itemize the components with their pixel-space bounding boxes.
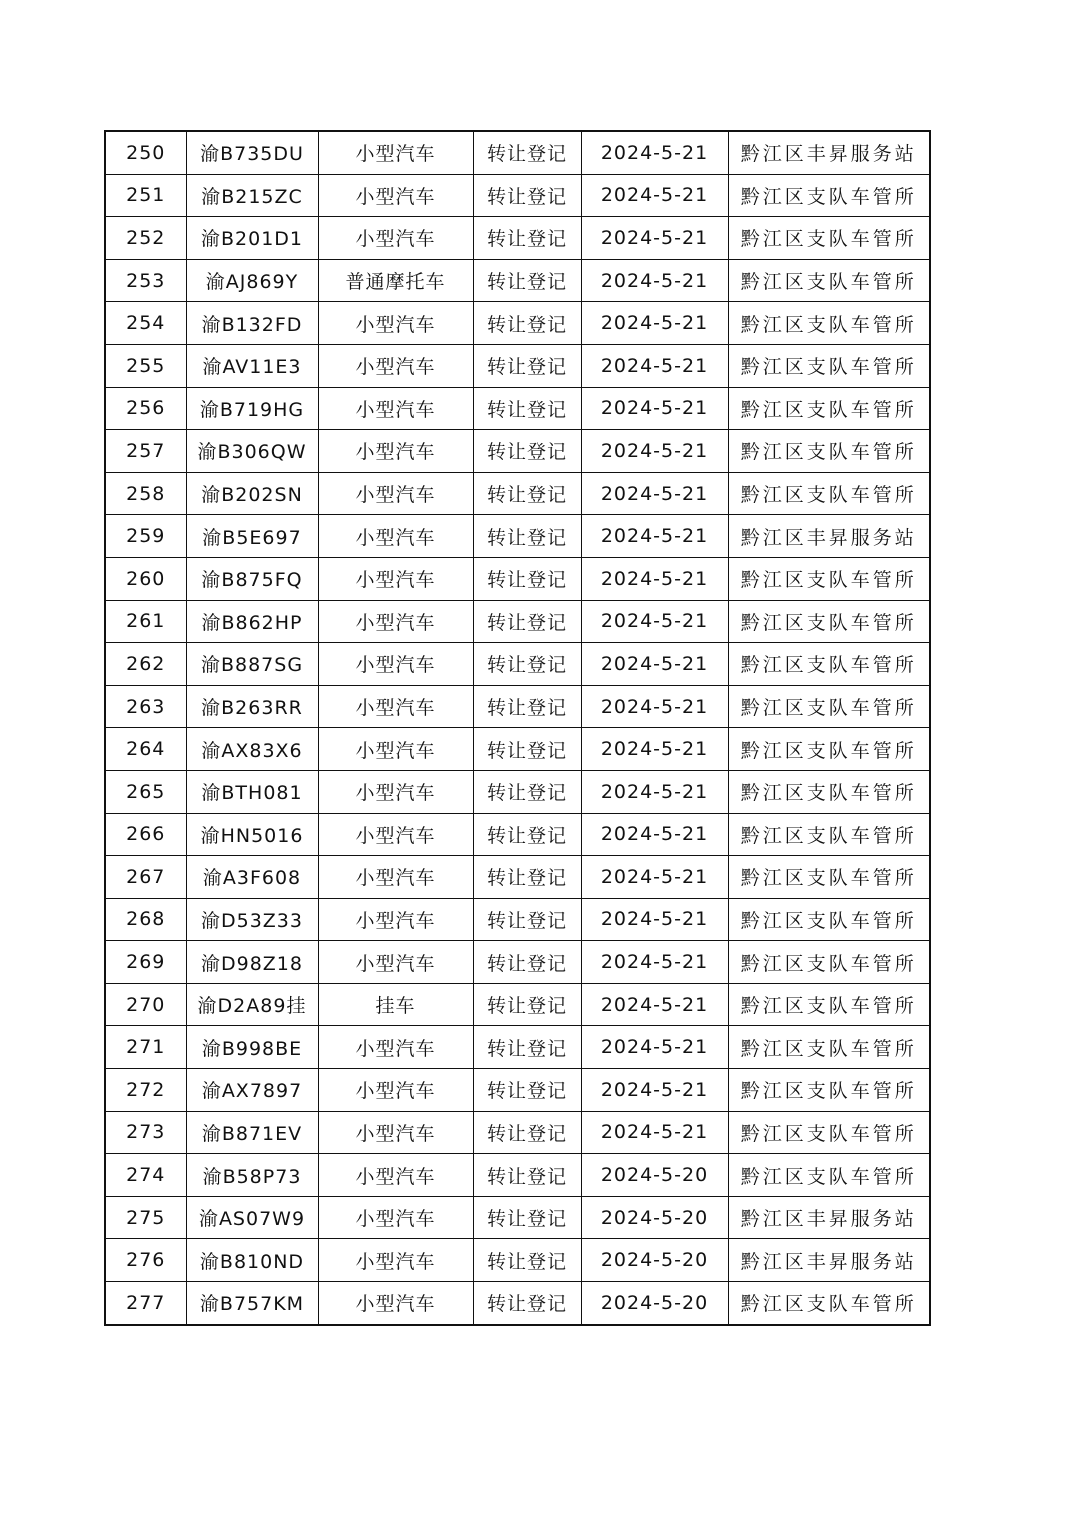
row-number-cell: 273 [105,1111,186,1154]
service-location-cell: 黔江区支队车管所 [728,1111,930,1154]
table-body [105,131,930,1325]
vehicle-type-cell: 普通摩托车 [318,259,473,302]
table-row [105,898,930,941]
plate-number-cell: 渝HN5016 [186,813,318,856]
business-type-cell: 转让登记 [473,430,581,473]
service-location-cell: 黔江区支队车管所 [728,217,930,260]
row-number-cell: 272 [105,1069,186,1112]
plate-number-cell: 渝B875FQ [186,557,318,600]
plate-number-cell: 渝B887SG [186,643,318,686]
process-date-cell: 2024-5-21 [581,1026,728,1069]
business-type-cell: 转让登记 [473,1069,581,1112]
plate-number-cell: 渝B871EV [186,1111,318,1154]
plate-number-cell: 渝B810ND [186,1239,318,1282]
vehicle-type-cell: 小型汽车 [318,174,473,217]
business-type-cell: 转让登记 [473,1026,581,1069]
table-row [105,983,930,1026]
vehicle-type-cell: 小型汽车 [318,131,473,174]
process-date-cell: 2024-5-21 [581,643,728,686]
business-type-cell: 转让登记 [473,770,581,813]
row-number-cell: 275 [105,1196,186,1239]
table-row [105,557,930,600]
service-location-cell: 黔江区支队车管所 [728,1282,930,1325]
business-type-cell: 转让登记 [473,856,581,899]
plate-number-cell: 渝B132FD [186,302,318,345]
service-location-cell: 黔江区支队车管所 [728,302,930,345]
row-number-cell: 261 [105,600,186,643]
process-date-cell: 2024-5-21 [581,898,728,941]
vehicle-type-cell: 小型汽车 [318,898,473,941]
process-date-cell: 2024-5-21 [581,387,728,430]
process-date-cell: 2024-5-21 [581,770,728,813]
plate-number-cell: 渝B757KM [186,1282,318,1325]
process-date-cell: 2024-5-21 [581,259,728,302]
business-type-cell: 转让登记 [473,387,581,430]
row-number-cell: 260 [105,557,186,600]
table-row [105,174,930,217]
vehicle-type-cell: 小型汽车 [318,1196,473,1239]
row-number-cell: 276 [105,1239,186,1282]
plate-number-cell: 渝B58P73 [186,1154,318,1197]
service-location-cell: 黔江区支队车管所 [728,983,930,1026]
business-type-cell: 转让登记 [473,983,581,1026]
table-row [105,344,930,387]
table-row [105,131,930,174]
row-number-cell: 262 [105,643,186,686]
row-number-cell: 264 [105,728,186,771]
business-type-cell: 转让登记 [473,643,581,686]
process-date-cell: 2024-5-21 [581,1111,728,1154]
plate-number-cell: 渝B5E697 [186,515,318,558]
business-type-cell: 转让登记 [473,174,581,217]
service-location-cell: 黔江区支队车管所 [728,344,930,387]
service-location-cell: 黔江区支队车管所 [728,259,930,302]
service-location-cell: 黔江区丰昇服务站 [728,515,930,558]
table-row [105,1026,930,1069]
vehicle-type-cell: 小型汽车 [318,813,473,856]
service-location-cell: 黔江区支队车管所 [728,728,930,771]
business-type-cell: 转让登记 [473,472,581,515]
table-row [105,770,930,813]
table-row [105,1111,930,1154]
service-location-cell: 黔江区支队车管所 [728,813,930,856]
row-number-cell: 277 [105,1282,186,1325]
table-row [105,1196,930,1239]
row-number-cell: 274 [105,1154,186,1197]
business-type-cell: 转让登记 [473,557,581,600]
business-type-cell: 转让登记 [473,217,581,260]
service-location-cell: 黔江区支队车管所 [728,898,930,941]
vehicle-type-cell: 小型汽车 [318,302,473,345]
plate-number-cell: 渝B202SN [186,472,318,515]
row-number-cell: 267 [105,856,186,899]
process-date-cell: 2024-5-21 [581,515,728,558]
row-number-cell: 251 [105,174,186,217]
table-row [105,302,930,345]
process-date-cell: 2024-5-21 [581,557,728,600]
row-number-cell: 252 [105,217,186,260]
table-row [105,728,930,771]
row-number-cell: 250 [105,131,186,174]
process-date-cell: 2024-5-21 [581,856,728,899]
process-date-cell: 2024-5-21 [581,344,728,387]
row-number-cell: 266 [105,813,186,856]
vehicle-type-cell: 小型汽车 [318,430,473,473]
table-row [105,515,930,558]
service-location-cell: 黔江区支队车管所 [728,430,930,473]
service-location-cell: 黔江区丰昇服务站 [728,131,930,174]
service-location-cell: 黔江区支队车管所 [728,557,930,600]
table-row [105,472,930,515]
table-row [105,217,930,260]
row-number-cell: 263 [105,685,186,728]
table-row [105,1282,930,1325]
process-date-cell: 2024-5-21 [581,131,728,174]
vehicle-type-cell: 小型汽车 [318,728,473,771]
vehicle-type-cell: 小型汽车 [318,685,473,728]
process-date-cell: 2024-5-21 [581,941,728,984]
vehicle-type-cell: 小型汽车 [318,1154,473,1197]
service-location-cell: 黔江区支队车管所 [728,685,930,728]
vehicle-type-cell: 小型汽车 [318,515,473,558]
plate-number-cell: 渝B862HP [186,600,318,643]
process-date-cell: 2024-5-21 [581,983,728,1026]
business-type-cell: 转让登记 [473,941,581,984]
process-date-cell: 2024-5-21 [581,430,728,473]
process-date-cell: 2024-5-20 [581,1154,728,1197]
plate-number-cell: 渝D98Z18 [186,941,318,984]
plate-number-cell: 渝AX7897 [186,1069,318,1112]
vehicle-type-cell: 小型汽车 [318,1282,473,1325]
process-date-cell: 2024-5-21 [581,472,728,515]
vehicle-type-cell: 小型汽车 [318,856,473,899]
row-number-cell: 258 [105,472,186,515]
row-number-cell: 256 [105,387,186,430]
vehicle-type-cell: 小型汽车 [318,600,473,643]
plate-number-cell: 渝AV11E3 [186,344,318,387]
table-row [105,856,930,899]
row-number-cell: 253 [105,259,186,302]
process-date-cell: 2024-5-21 [581,302,728,345]
business-type-cell: 转让登记 [473,1196,581,1239]
table-row [105,1154,930,1197]
business-type-cell: 转让登记 [473,813,581,856]
vehicle-type-cell: 小型汽车 [318,1111,473,1154]
process-date-cell: 2024-5-20 [581,1196,728,1239]
table-row [105,259,930,302]
row-number-cell: 270 [105,983,186,1026]
service-location-cell: 黔江区支队车管所 [728,174,930,217]
business-type-cell: 转让登记 [473,685,581,728]
vehicle-type-cell: 挂车 [318,983,473,1026]
service-location-cell: 黔江区支队车管所 [728,1154,930,1197]
row-number-cell: 271 [105,1026,186,1069]
plate-number-cell: 渝D53Z33 [186,898,318,941]
plate-number-cell: 渝A3F608 [186,856,318,899]
service-location-cell: 黔江区支队车管所 [728,1069,930,1112]
business-type-cell: 转让登记 [473,600,581,643]
process-date-cell: 2024-5-21 [581,1069,728,1112]
plate-number-cell: 渝B306QW [186,430,318,473]
row-number-cell: 257 [105,430,186,473]
process-date-cell: 2024-5-21 [581,600,728,643]
row-number-cell: 255 [105,344,186,387]
service-location-cell: 黔江区支队车管所 [728,1026,930,1069]
plate-number-cell: 渝AJ869Y [186,259,318,302]
business-type-cell: 转让登记 [473,1282,581,1325]
row-number-cell: 254 [105,302,186,345]
vehicle-type-cell: 小型汽车 [318,472,473,515]
service-location-cell: 黔江区丰昇服务站 [728,1239,930,1282]
vehicle-type-cell: 小型汽车 [318,770,473,813]
vehicle-type-cell: 小型汽车 [318,387,473,430]
vehicle-type-cell: 小型汽车 [318,344,473,387]
service-location-cell: 黔江区支队车管所 [728,856,930,899]
process-date-cell: 2024-5-21 [581,813,728,856]
business-type-cell: 转让登记 [473,302,581,345]
vehicle-type-cell: 小型汽车 [318,1069,473,1112]
business-type-cell: 转让登记 [473,1111,581,1154]
service-location-cell: 黔江区支队车管所 [728,643,930,686]
vehicle-type-cell: 小型汽车 [318,1239,473,1282]
row-number-cell: 268 [105,898,186,941]
table-row [105,1069,930,1112]
table-row [105,430,930,473]
plate-number-cell: 渝D2A89挂 [186,983,318,1026]
business-type-cell: 转让登记 [473,1239,581,1282]
process-date-cell: 2024-5-21 [581,728,728,771]
vehicle-type-cell: 小型汽车 [318,1026,473,1069]
vehicle-type-cell: 小型汽车 [318,643,473,686]
plate-number-cell: 渝B735DU [186,131,318,174]
business-type-cell: 转让登记 [473,728,581,771]
plate-number-cell: 渝BTH081 [186,770,318,813]
vehicle-type-cell: 小型汽车 [318,941,473,984]
vehicle-registration-table [104,130,931,1326]
service-location-cell: 黔江区支队车管所 [728,472,930,515]
business-type-cell: 转让登记 [473,515,581,558]
business-type-cell: 转让登记 [473,1154,581,1197]
process-date-cell: 2024-5-20 [581,1239,728,1282]
table-row [105,643,930,686]
business-type-cell: 转让登记 [473,898,581,941]
process-date-cell: 2024-5-21 [581,685,728,728]
plate-number-cell: 渝B719HG [186,387,318,430]
business-type-cell: 转让登记 [473,259,581,302]
table-row [105,685,930,728]
process-date-cell: 2024-5-20 [581,1282,728,1325]
table-row [105,813,930,856]
business-type-cell: 转让登记 [473,131,581,174]
vehicle-type-cell: 小型汽车 [318,217,473,260]
business-type-cell: 转让登记 [473,344,581,387]
plate-number-cell: 渝B263RR [186,685,318,728]
table-row [105,387,930,430]
service-location-cell: 黔江区支队车管所 [728,941,930,984]
table-row [105,941,930,984]
service-location-cell: 黔江区丰昇服务站 [728,1196,930,1239]
plate-number-cell: 渝AS07W9 [186,1196,318,1239]
process-date-cell: 2024-5-21 [581,174,728,217]
plate-number-cell: 渝B215ZC [186,174,318,217]
plate-number-cell: 渝AX83X6 [186,728,318,771]
row-number-cell: 259 [105,515,186,558]
service-location-cell: 黔江区支队车管所 [728,770,930,813]
plate-number-cell: 渝B998BE [186,1026,318,1069]
table-row [105,600,930,643]
process-date-cell: 2024-5-21 [581,217,728,260]
service-location-cell: 黔江区支队车管所 [728,387,930,430]
row-number-cell: 269 [105,941,186,984]
table-row [105,1239,930,1282]
vehicle-type-cell: 小型汽车 [318,557,473,600]
service-location-cell: 黔江区支队车管所 [728,600,930,643]
plate-number-cell: 渝B201D1 [186,217,318,260]
row-number-cell: 265 [105,770,186,813]
